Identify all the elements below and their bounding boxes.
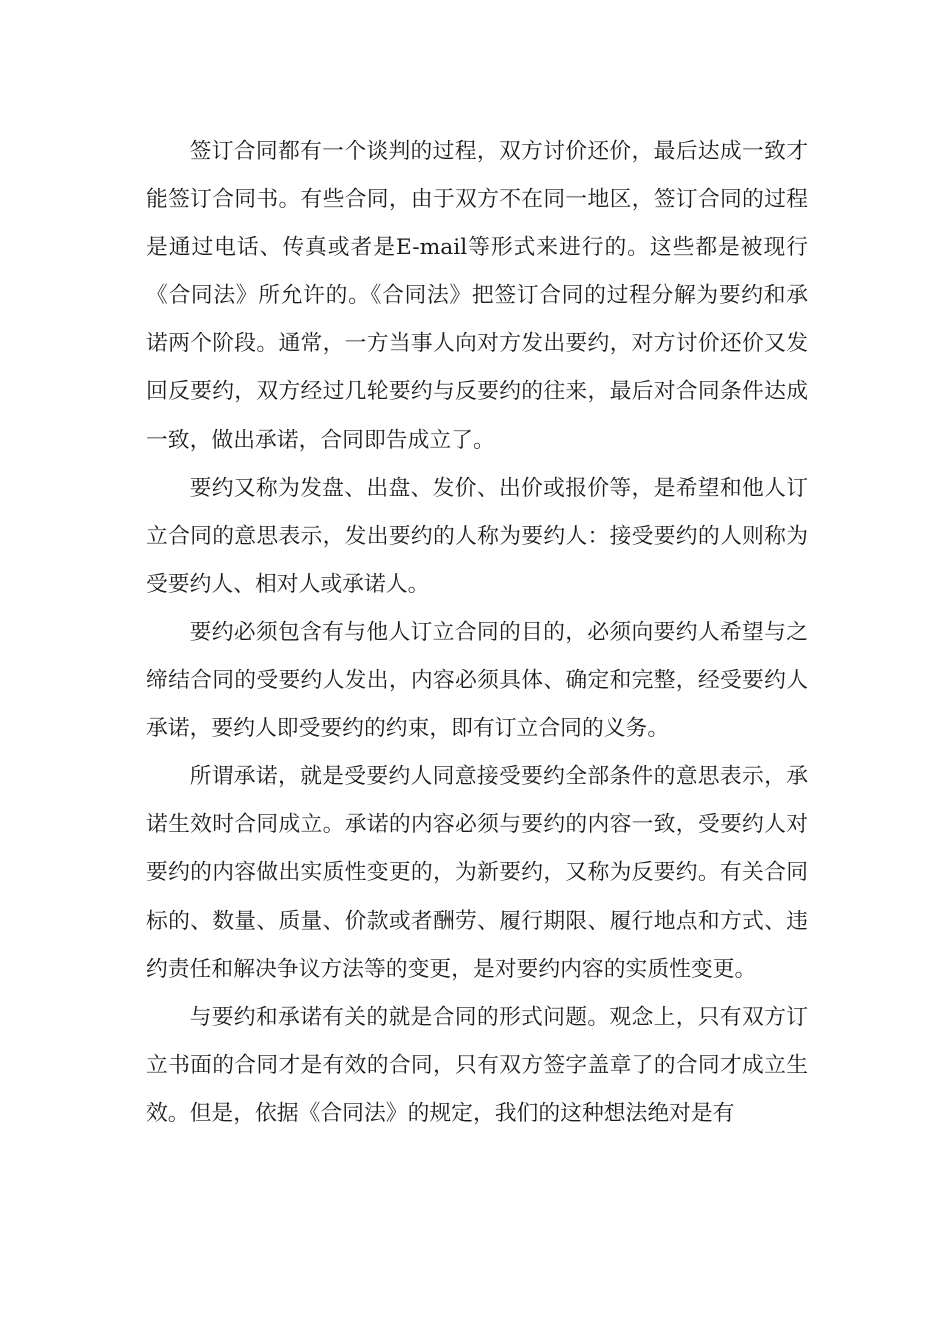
paragraph-3: 要约必须包含有与他人订立合同的目的，必须向要约人希望与之缔结合同的受要约人发出，内容必须具体、确定和完整，经受要约人承诺，要约人即受要约的约束，即有订立合同的义务。 bbox=[146, 619, 808, 742]
paragraph-4: 所谓承诺，就是受要约人同意接受要约全部条件的意思表示，承诺生效时合同成立。承诺的内容必须与要约的内容一致，受要约人对要约的内容做出实质性变更的，为新要约，又称为反要约。有关合同标的、数量、质量、价款或者酬劳、履行期限、履行地点和方式、违约责任和解决争议方法等的变更，是对要约内容的实质性变更。 bbox=[146, 764, 808, 982]
paragraph-5: 与要约和承诺有关的就是合同的形式问题。观念上，只有双方订立书面的合同才是有效的合同，只有双方签字盖章了的合同才成立生效。但是，依据《合同法》的规定，我们的这种想法绝对是有 bbox=[146, 1004, 808, 1126]
document-page bbox=[146, 128, 808, 1138]
paragraph-1: 签订合同都有一个谈判的过程，双方讨价还价，最后达成一致才能签订合同书。有些合同，由于双方不在同一地区，签订合同的过程是通过电话、传真或者是E-mail等形式来进行的。这些都是被现行《合同法》所允许的。《合同法》把签订合同的过程分解为要约和承诺两个阶段。通常，一方当事人向对方发出要约，对方讨价还价又发回反要约，双方经过几轮要约与反要约的往来，最后对合同条件达成一致，做出承诺，合同即告成立了。 bbox=[146, 139, 808, 453]
paragraph-2: 要约又称为发盘、出盘、发价、出价或报价等，是希望和他人订立合同的意思表示，发出要约的人称为要约人：接受要约的人则称为受要约人、相对人或承诺人。 bbox=[146, 475, 808, 597]
